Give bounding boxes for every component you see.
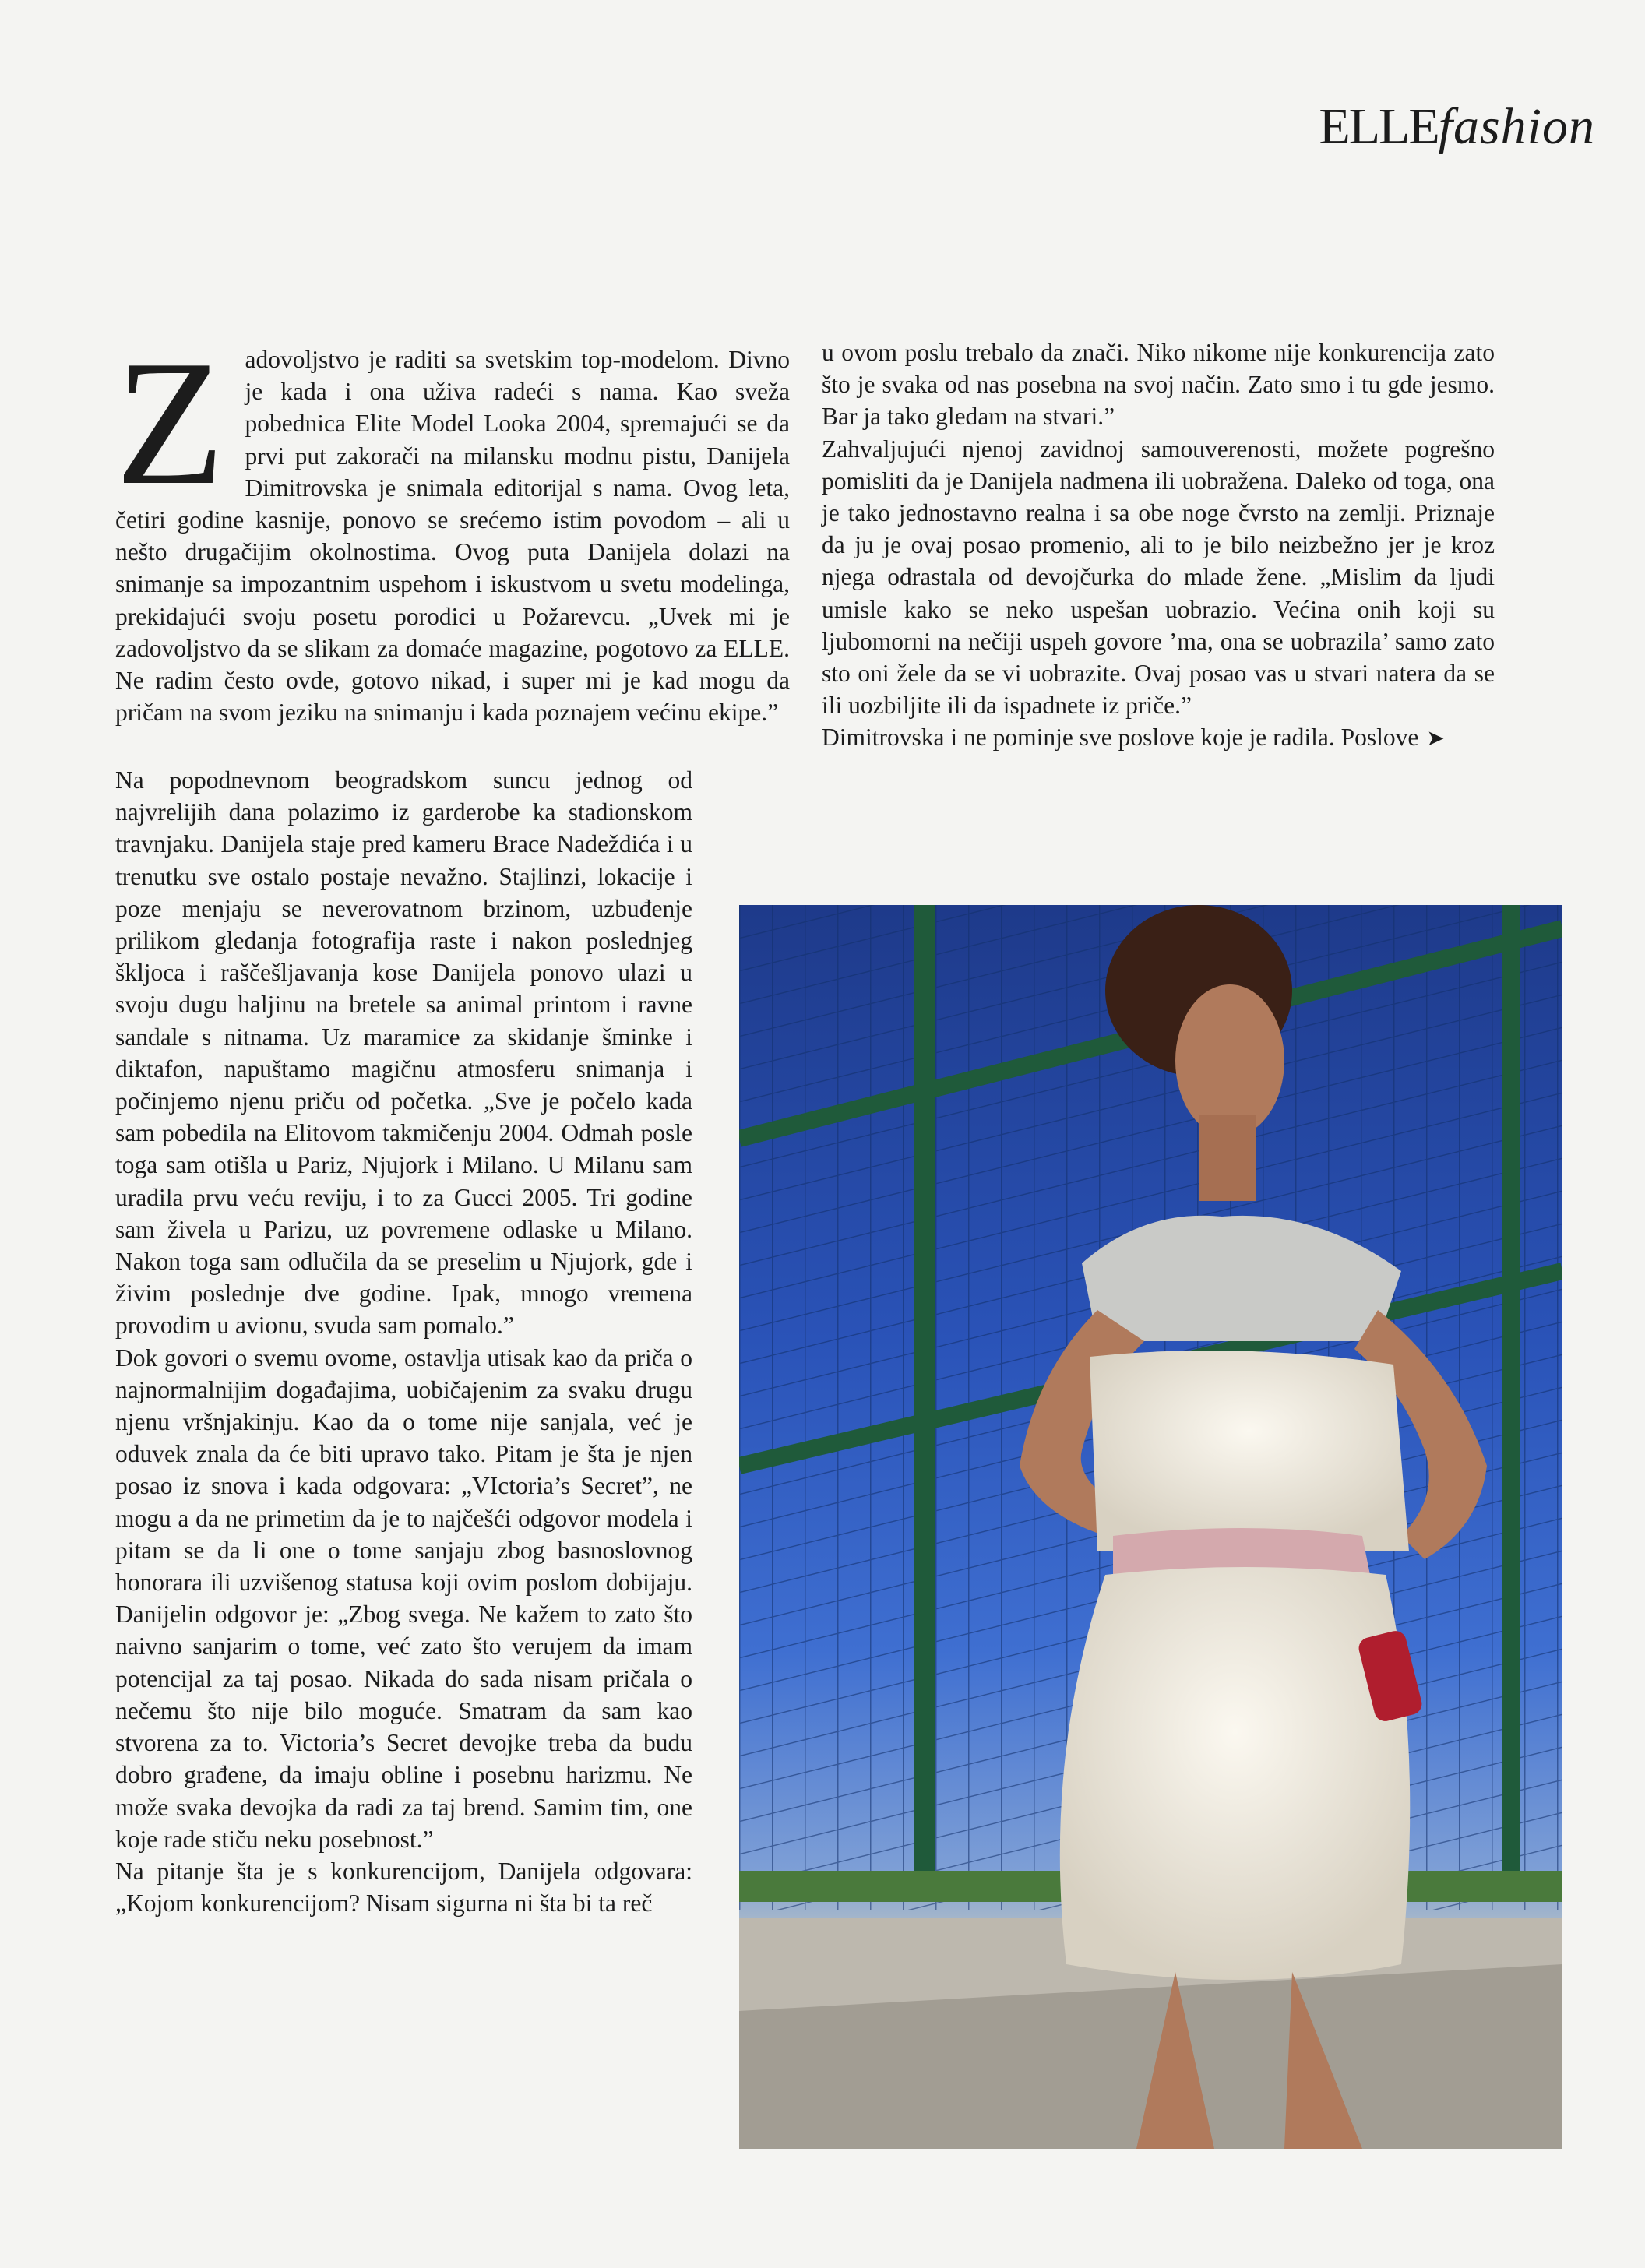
article-column-left-bottom	[115, 764, 692, 1919]
fence-post	[1502, 905, 1520, 1886]
continue-arrow-icon: ➤	[1426, 727, 1445, 752]
masthead-section: fashion	[1438, 98, 1595, 155]
article-paragraph	[822, 721, 1495, 755]
article-paragraph: Na popodnevnom beogradskom suncu jednog od najvrelijih dana polazimo iz garderobe ka stadionskom travnjaku. Danijela staje pred kameru Brace Nadeždića i u trenutku sve ostalo postaje nevažno. Stajlinzi, lokacije i poze menjaju se neverovatnom brzinom, uzbuđenje prilikom gledanja fotografija raste i nakon poslednjeg škljoca i raščešljavanja kose Danijela ponovo ulazi u svoju dugu haljinu na bretele sa animal printom i ravne sandale s nitnama. Uz maramice za skidanje šminke i diktafon, napuštamo magičnu atmosferu snimanja i počinjemo njenu priču od početka. „Sve je počelo kada sam pobedila na Elitovom takmičenju 2004. Odmah posle toga sam otišla u Pariz, Njujork i Milano. U Milanu sam uradila prvu veću reviju, i to za Gucci 2005. Tri godine sam živela u Parizu, uz povremene odlaske u Milano. Nakon toga sam odlučila da se preselim u Njujork, gde i živim poslednje dve godine. Ipak, mnogo vremena provodim u avionu, svuda sam pomalo.”	[115, 766, 692, 1340]
article-paragraph: adovoljstvo je raditi sa svetskim top-modelom. Divno je kada i ona uživa radeći s nama. Kao sveža pobednica Elite Model Looka 2004, spremajući se da prvi put zakorači na milansku modnu pistu, Danijela Dimitrovska je snimala editorijal s nama. Ovog leta, četiri godine kasnije, ponovo se srećemo istim povodom – ali u nešto drugačijim okolnostima. Ovog puta Danijela dolazi na snimanje sa impozantnim uspehom i iskustvom u svetu modelinga, prekidajući svoju posetu porodici u Požarevcu. „Uvek mi je zadovoljstvo da se slikam za domaće magazine, pogotovo za ELLE. Ne radim često ovde, gotovo nikad, i super mi je kad mogu da pričam na svom jeziku na snimanju i kada poznajem većinu ekipe.”	[115, 346, 790, 727]
article-column-right	[822, 336, 1495, 755]
dress-top	[1090, 1351, 1409, 1551]
neck	[1199, 1115, 1256, 1201]
drop-cap: Z	[115, 323, 225, 522]
article-column-left-top	[115, 323, 790, 728]
fashion-photo-illustration	[739, 905, 1562, 2149]
face	[1175, 984, 1284, 1137]
fence-post	[914, 905, 935, 1886]
article-paragraph: Dok govori o svemu ovome, ostavlja utisak kao da priča o najnormalnijim događajima, uobičajenim za svaku drugu njenu vršnjakinju. Kao da o tome nije sanjala, već je oduvek znala da će biti upravo tako. Pitam je šta je njen posao iz snova i kada odgovara: „VIctoria’s Secret”, ne mogu a da ne primetim da je to najčešći odgovor modela i pitam se da li one o tome sanjaju zbog basnoslovnog honorara ili uzvišenog statusa koji ovim poslom dobijaju. Danijelin odgovor je: „Zbog svega. Ne kažem to zato što naivno sanjarim o tome, već zato što verujem da imam potencijal za taj posao. Nikada do sada nisam pričala o nečemu što nije bilo moguće. Smatram da sam kao stvorena za to. Victoria’s Secret devojke treba da budu dobro građene, da imaju obline i posebnu harizmu. Ne može svaka devojka da radi za taj brend. Samim tim, one koje rade stiču neku posebnost.”	[115, 1344, 692, 1853]
article-paragraph: Na pitanje šta je s konkurencijom, Danijela odgovara: „Kojom konkurencijom? Nisam sigurna ni šta bi ta reč	[115, 1857, 692, 1918]
dress-skirt	[1060, 1567, 1410, 1980]
article-paragraph-text: Dimitrovska i ne pominje sve poslove koje je radila. Poslove	[822, 724, 1419, 752]
article-paragraph: u ovom poslu trebalo da znači. Niko nikome nije konkurencija zato što je svaka od nas posebna na svoj način. Zato smo i tu gde jesmo. Bar ja tako gledam na stvari.”	[822, 339, 1495, 431]
masthead-brand: ELLE	[1319, 98, 1439, 155]
article-paragraph: Zahvaljujući njenoj zavidnoj samouverenosti, možete pogrešno pomisliti da je Danijela nadmena ili uobražena. Daleko od toga, ona je tako jednostavno realna i sa obe noge čvrsto na zemlji. Priznaje da ju je ovaj posao promenio, ali to je bilo neizbežno jer je kroz njega odrastala od devojčurka do mlade žene. „Mislim da ljudi umisle kako se neko uspešan uobrazio. Većina onih koji su ljubomorni na nečiji uspeh govore ’ma, ona se uobrazila’ samo zato sto oni žele da se vi uobrazite. Ovaj posao vas u stvari natera da se ili uozbiljite ili da ispadnete iz priče.”	[822, 435, 1495, 720]
fashion-photo	[739, 905, 1562, 2149]
masthead	[1319, 98, 1595, 155]
